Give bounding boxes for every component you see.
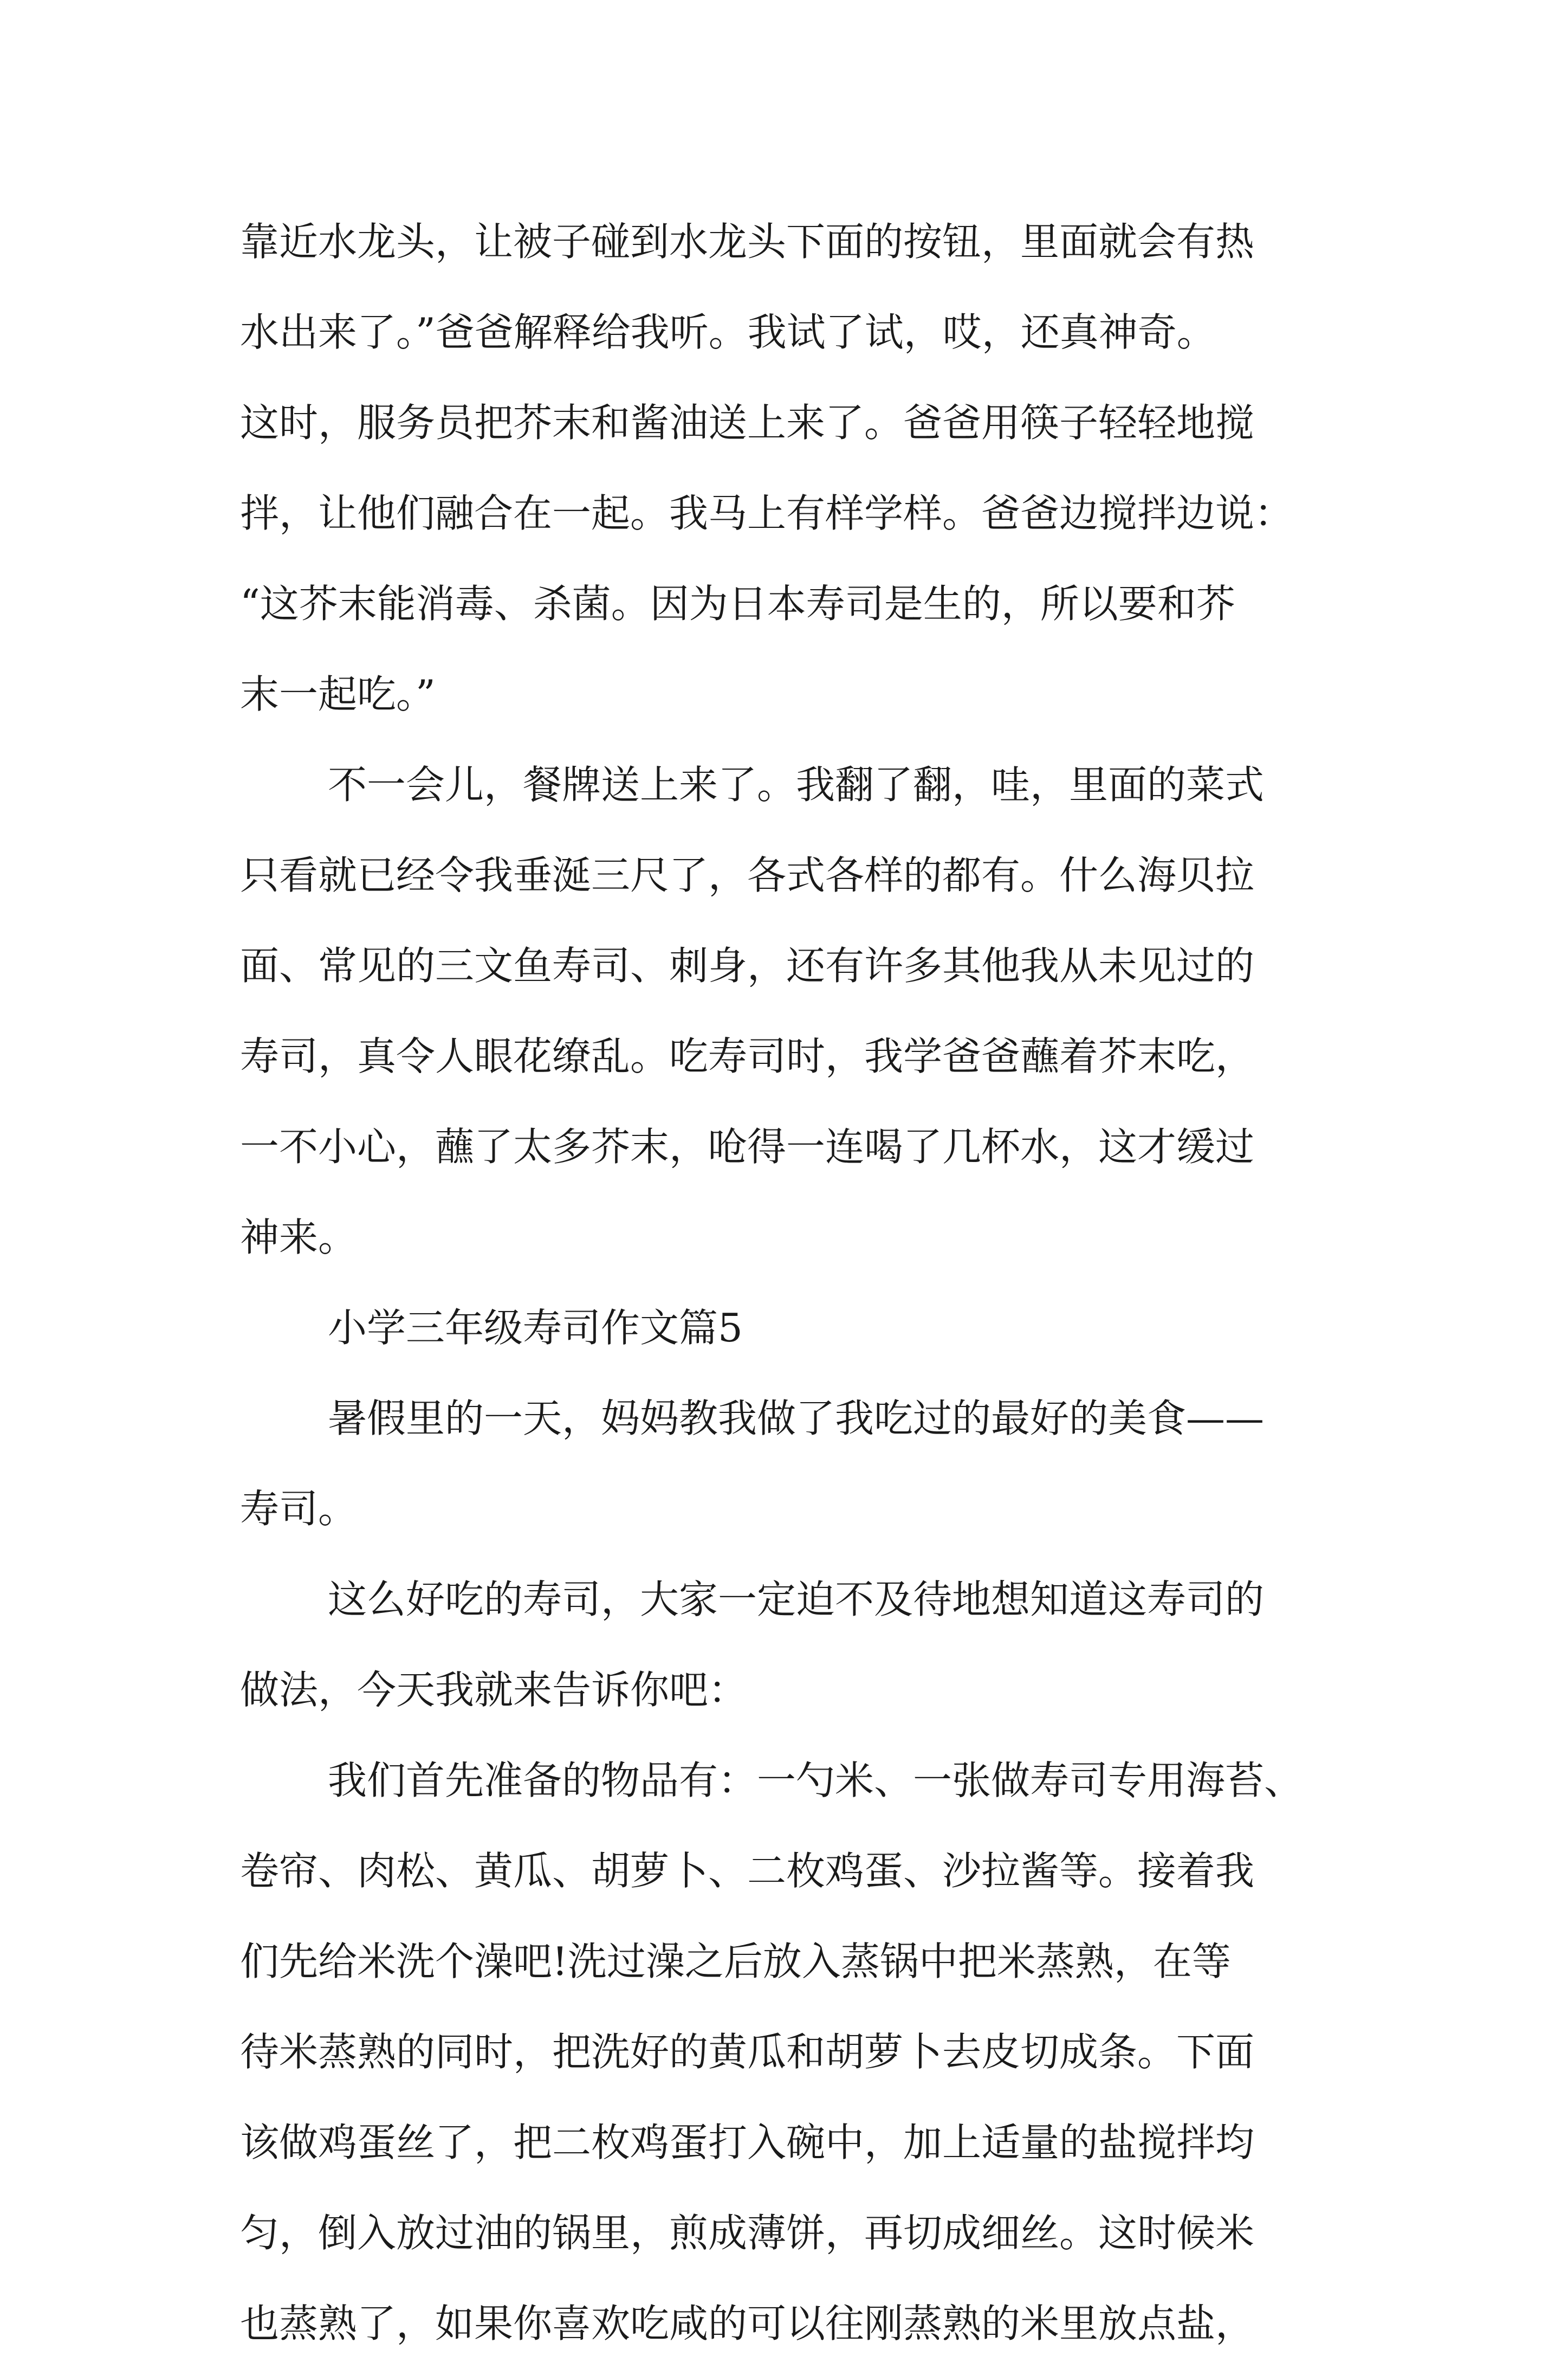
text-line: 卷帘、肉松、黄瓜、胡萝卜、二枚鸡蛋、沙拉酱等。接着我 bbox=[240, 1848, 1255, 1894]
section-heading: 小学三年级寿司作文篇5 bbox=[328, 1305, 743, 1351]
text-line: 匀，倒入放过油的锅里，煎成薄饼，再切成细丝。这时候米 bbox=[240, 2210, 1255, 2256]
paragraph-start-line: 这么好吃的寿司，大家一定迫不及待地想知道这寿司的 bbox=[328, 1577, 1265, 1622]
text-line: 该做鸡蛋丝了，把二枚鸡蛋打入碗中，加上适量的盐搅拌均 bbox=[240, 2120, 1255, 2165]
text-line: 只看就已经令我垂涎三尺了，各式各样的都有。什么海贝拉 bbox=[240, 853, 1255, 898]
text-line: 水出来了。”爸爸解释给我听。我试了试，哎，还真神奇。 bbox=[240, 309, 1216, 355]
text-line: 这时，服务员把芥末和酱油送上来了。爸爸用筷子轻轻地搅 bbox=[240, 400, 1255, 446]
text-line: “这芥末能消毒、杀菌。因为日本寿司是生的，所以要和芥 bbox=[240, 581, 1235, 627]
paragraph-start-line: 我们首先准备的物品有：一勺米、一张做寿司专用海苔、 bbox=[328, 1758, 1304, 1803]
text-line: 做法，今天我就来告诉你吧： bbox=[240, 1667, 748, 1713]
text-line: 们先给米洗个澡吧!洗过澡之后放入蒸锅中把米蒸熟，在等 bbox=[240, 1939, 1231, 1984]
text-line: 寿司。 bbox=[240, 1486, 358, 1532]
text-line: 拌，让他们融合在一起。我马上有样学样。爸爸边搅拌边说： bbox=[240, 490, 1294, 536]
text-line: 一不小心，蘸了太多芥末，呛得一连喝了几杯水，这才缓过 bbox=[240, 1124, 1255, 1170]
text-line: 神来。 bbox=[240, 1215, 358, 1260]
paragraph-start-line: 暑假里的一天，妈妈教我做了我吃过的最好的美食—— bbox=[328, 1396, 1265, 1441]
text-line: 也蒸熟了，如果你喜欢吃咸的可以往刚蒸熟的米里放点盐， bbox=[240, 2301, 1255, 2346]
text-line: 寿司，真令人眼花缭乱。吃寿司时，我学爸爸蘸着芥末吃， bbox=[240, 1034, 1255, 1079]
text-line: 末一起吃。” bbox=[240, 672, 436, 717]
document-body bbox=[240, 197, 1329, 2369]
paragraph-start-line: 不一会儿，餐牌送上来了。我翻了翻，哇，里面的菜式 bbox=[328, 762, 1265, 808]
text-line: 靠近水龙头，让被子碰到水龙头下面的按钮，里面就会有热 bbox=[240, 219, 1255, 264]
text-line: 面、常见的三文鱼寿司、刺身，还有许多其他我从未见过的 bbox=[240, 943, 1255, 989]
text-line: 待米蒸熟的同时，把洗好的黄瓜和胡萝卜去皮切成条。下面 bbox=[240, 2029, 1255, 2075]
